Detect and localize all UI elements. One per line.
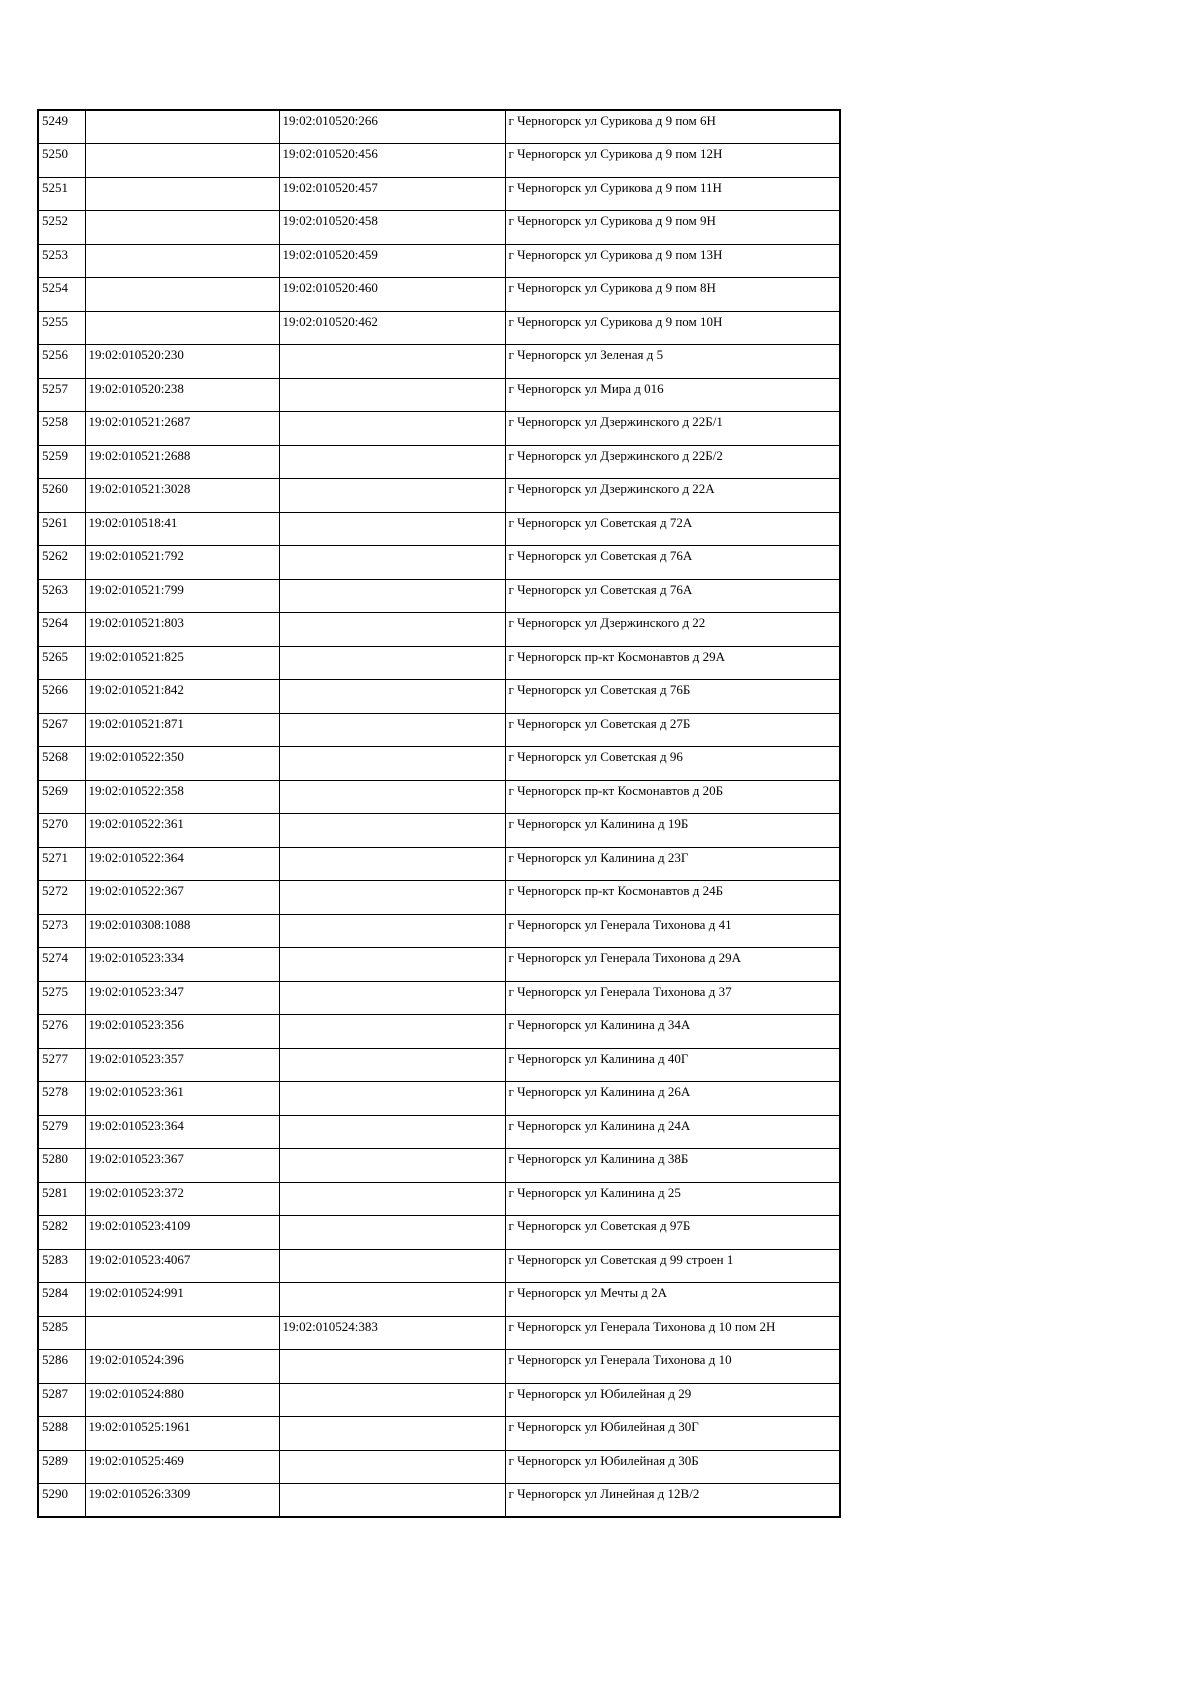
land-cadastral-number-cell (85, 177, 279, 211)
table-row (38, 1115, 840, 1149)
table-row (38, 680, 840, 714)
land-cadastral-number-cell: 19:02:010521:2688 (85, 445, 279, 479)
row-number-cell: 5261 (38, 512, 85, 546)
building-cadastral-number-cell: 19:02:010520:457 (279, 177, 505, 211)
row-number-cell: 5281 (38, 1182, 85, 1216)
land-cadastral-number-cell: 19:02:010521:792 (85, 546, 279, 580)
building-cadastral-number-cell (279, 378, 505, 412)
land-cadastral-number-cell (85, 110, 279, 144)
building-cadastral-number-cell (279, 1450, 505, 1484)
land-cadastral-number-cell: 19:02:010521:3028 (85, 479, 279, 513)
row-number-cell: 5258 (38, 412, 85, 446)
row-number-cell: 5273 (38, 914, 85, 948)
address-cell: г Черногорск ул Генерала Тихонова д 41 (505, 914, 840, 948)
building-cadastral-number-cell (279, 546, 505, 580)
row-number-cell: 5268 (38, 747, 85, 781)
table-row (38, 1149, 840, 1183)
land-cadastral-number-cell: 19:02:010525:469 (85, 1450, 279, 1484)
row-number-cell: 5266 (38, 680, 85, 714)
address-cell: г Черногорск ул Сурикова д 9 пом 13Н (505, 244, 840, 278)
table-row (38, 1350, 840, 1384)
address-cell: г Черногорск ул Советская д 76А (505, 546, 840, 580)
building-cadastral-number-cell: 19:02:010524:383 (279, 1316, 505, 1350)
row-number-cell: 5251 (38, 177, 85, 211)
building-cadastral-number-cell (279, 512, 505, 546)
table-row (38, 1015, 840, 1049)
building-cadastral-number-cell: 19:02:010520:456 (279, 144, 505, 178)
table-row (38, 244, 840, 278)
address-cell: г Черногорск ул Советская д 27Б (505, 713, 840, 747)
row-number-cell: 5282 (38, 1216, 85, 1250)
table-row (38, 311, 840, 345)
address-cell: г Черногорск ул Советская д 76Б (505, 680, 840, 714)
table-row (38, 1048, 840, 1082)
building-cadastral-number-cell (279, 1149, 505, 1183)
row-number-cell: 5260 (38, 479, 85, 513)
land-cadastral-number-cell: 19:02:010523:4109 (85, 1216, 279, 1250)
address-cell: г Черногорск ул Мира д 016 (505, 378, 840, 412)
land-cadastral-number-cell: 19:02:010521:871 (85, 713, 279, 747)
table-row (38, 1283, 840, 1317)
registry-table-body (38, 110, 840, 1517)
land-cadastral-number-cell: 19:02:010523:372 (85, 1182, 279, 1216)
building-cadastral-number-cell (279, 1048, 505, 1082)
table-row (38, 948, 840, 982)
row-number-cell: 5280 (38, 1149, 85, 1183)
address-cell: г Черногорск ул Юбилейная д 30Г (505, 1417, 840, 1451)
table-row (38, 445, 840, 479)
land-cadastral-number-cell: 19:02:010525:1961 (85, 1417, 279, 1451)
building-cadastral-number-cell: 19:02:010520:462 (279, 311, 505, 345)
land-cadastral-number-cell (85, 278, 279, 312)
building-cadastral-number-cell (279, 981, 505, 1015)
row-number-cell: 5283 (38, 1249, 85, 1283)
row-number-cell: 5279 (38, 1115, 85, 1149)
address-cell: г Черногорск ул Сурикова д 9 пом 12Н (505, 144, 840, 178)
land-cadastral-number-cell (85, 144, 279, 178)
building-cadastral-number-cell (279, 1484, 505, 1518)
row-number-cell: 5290 (38, 1484, 85, 1518)
address-cell: г Черногорск ул Сурикова д 9 пом 10Н (505, 311, 840, 345)
building-cadastral-number-cell (279, 713, 505, 747)
building-cadastral-number-cell (279, 1082, 505, 1116)
building-cadastral-number-cell (279, 847, 505, 881)
table-row (38, 1450, 840, 1484)
land-cadastral-number-cell: 19:02:010521:2687 (85, 412, 279, 446)
building-cadastral-number-cell (279, 613, 505, 647)
building-cadastral-number-cell (279, 579, 505, 613)
table-row (38, 613, 840, 647)
land-cadastral-number-cell: 19:02:010521:842 (85, 680, 279, 714)
table-row (38, 1216, 840, 1250)
table-row (38, 1316, 840, 1350)
building-cadastral-number-cell (279, 345, 505, 379)
address-cell: г Черногорск ул Сурикова д 9 пом 6Н (505, 110, 840, 144)
land-cadastral-number-cell: 19:02:010522:364 (85, 847, 279, 881)
table-row (38, 847, 840, 881)
address-cell: г Черногорск пр-кт Космонавтов д 29А (505, 646, 840, 680)
address-cell: г Черногорск ул Дзержинского д 22Б/2 (505, 445, 840, 479)
address-cell: г Черногорск ул Дзержинского д 22 (505, 613, 840, 647)
land-cadastral-number-cell: 19:02:010523:356 (85, 1015, 279, 1049)
land-cadastral-number-cell: 19:02:010524:880 (85, 1383, 279, 1417)
land-cadastral-number-cell: 19:02:010524:991 (85, 1283, 279, 1317)
table-row (38, 579, 840, 613)
table-row (38, 713, 840, 747)
land-cadastral-number-cell: 19:02:010521:799 (85, 579, 279, 613)
building-cadastral-number-cell (279, 646, 505, 680)
table-row (38, 881, 840, 915)
address-cell: г Черногорск ул Генерала Тихонова д 29А (505, 948, 840, 982)
row-number-cell: 5252 (38, 211, 85, 245)
table-row (38, 747, 840, 781)
table-row (38, 345, 840, 379)
address-cell: г Черногорск ул Дзержинского д 22А (505, 479, 840, 513)
building-cadastral-number-cell (279, 1383, 505, 1417)
land-cadastral-number-cell: 19:02:010522:367 (85, 881, 279, 915)
table-row (38, 512, 840, 546)
land-cadastral-number-cell: 19:02:010523:357 (85, 1048, 279, 1082)
building-cadastral-number-cell (279, 1350, 505, 1384)
building-cadastral-number-cell (279, 780, 505, 814)
table-row (38, 914, 840, 948)
address-cell: г Черногорск ул Сурикова д 9 пом 9Н (505, 211, 840, 245)
row-number-cell: 5274 (38, 948, 85, 982)
land-cadastral-number-cell: 19:02:010523:347 (85, 981, 279, 1015)
table-row (38, 1182, 840, 1216)
table-row (38, 278, 840, 312)
address-cell: г Черногорск ул Генерала Тихонова д 10 (505, 1350, 840, 1384)
building-cadastral-number-cell (279, 948, 505, 982)
row-number-cell: 5254 (38, 278, 85, 312)
table-row (38, 780, 840, 814)
building-cadastral-number-cell: 19:02:010520:266 (279, 110, 505, 144)
land-cadastral-number-cell: 19:02:010523:4067 (85, 1249, 279, 1283)
land-cadastral-number-cell: 19:02:010526:3309 (85, 1484, 279, 1518)
building-cadastral-number-cell (279, 1216, 505, 1250)
row-number-cell: 5250 (38, 144, 85, 178)
table-row (38, 1249, 840, 1283)
row-number-cell: 5287 (38, 1383, 85, 1417)
land-cadastral-number-cell: 19:02:010520:238 (85, 378, 279, 412)
row-number-cell: 5272 (38, 881, 85, 915)
row-number-cell: 5278 (38, 1082, 85, 1116)
building-cadastral-number-cell (279, 814, 505, 848)
building-cadastral-number-cell (279, 1182, 505, 1216)
building-cadastral-number-cell (279, 445, 505, 479)
row-number-cell: 5255 (38, 311, 85, 345)
table-row (38, 378, 840, 412)
row-number-cell: 5276 (38, 1015, 85, 1049)
address-cell: г Черногорск ул Калинина д 38Б (505, 1149, 840, 1183)
row-number-cell: 5264 (38, 613, 85, 647)
address-cell: г Черногорск ул Линейная д 12В/2 (505, 1484, 840, 1518)
land-cadastral-number-cell: 19:02:010523:364 (85, 1115, 279, 1149)
table-row (38, 177, 840, 211)
land-cadastral-number-cell: 19:02:010518:41 (85, 512, 279, 546)
address-cell: г Черногорск ул Советская д 99 строен 1 (505, 1249, 840, 1283)
address-cell: г Черногорск ул Зеленая д 5 (505, 345, 840, 379)
table-row (38, 144, 840, 178)
building-cadastral-number-cell (279, 680, 505, 714)
building-cadastral-number-cell (279, 1115, 505, 1149)
table-row (38, 479, 840, 513)
building-cadastral-number-cell (279, 1417, 505, 1451)
row-number-cell: 5277 (38, 1048, 85, 1082)
land-cadastral-number-cell: 19:02:010520:230 (85, 345, 279, 379)
address-cell: г Черногорск пр-кт Космонавтов д 20Б (505, 780, 840, 814)
table-row (38, 110, 840, 144)
row-number-cell: 5249 (38, 110, 85, 144)
address-cell: г Черногорск ул Калинина д 25 (505, 1182, 840, 1216)
table-row (38, 646, 840, 680)
address-cell: г Черногорск ул Советская д 72А (505, 512, 840, 546)
address-cell: г Черногорск ул Советская д 76А (505, 579, 840, 613)
land-cadastral-number-cell: 19:02:010521:825 (85, 646, 279, 680)
building-cadastral-number-cell: 19:02:010520:458 (279, 211, 505, 245)
address-cell: г Черногорск ул Калинина д 40Г (505, 1048, 840, 1082)
address-cell: г Черногорск ул Калинина д 26А (505, 1082, 840, 1116)
land-cadastral-number-cell: 19:02:010523:361 (85, 1082, 279, 1116)
row-number-cell: 5289 (38, 1450, 85, 1484)
row-number-cell: 5275 (38, 981, 85, 1015)
building-cadastral-number-cell: 19:02:010520:460 (279, 278, 505, 312)
row-number-cell: 5263 (38, 579, 85, 613)
row-number-cell: 5288 (38, 1417, 85, 1451)
building-cadastral-number-cell (279, 479, 505, 513)
table-row (38, 1484, 840, 1518)
address-cell: г Черногорск ул Генерала Тихонова д 37 (505, 981, 840, 1015)
row-number-cell: 5270 (38, 814, 85, 848)
row-number-cell: 5269 (38, 780, 85, 814)
table-row (38, 412, 840, 446)
address-cell: г Черногорск ул Калинина д 23Г (505, 847, 840, 881)
registry-table (37, 109, 841, 1518)
address-cell: г Черногорск ул Советская д 96 (505, 747, 840, 781)
land-cadastral-number-cell: 19:02:010522:358 (85, 780, 279, 814)
row-number-cell: 5286 (38, 1350, 85, 1384)
address-cell: г Черногорск ул Сурикова д 9 пом 11Н (505, 177, 840, 211)
table-row (38, 1417, 840, 1451)
row-number-cell: 5256 (38, 345, 85, 379)
land-cadastral-number-cell: 19:02:010308:1088 (85, 914, 279, 948)
building-cadastral-number-cell (279, 412, 505, 446)
row-number-cell: 5253 (38, 244, 85, 278)
land-cadastral-number-cell: 19:02:010523:334 (85, 948, 279, 982)
land-cadastral-number-cell (85, 244, 279, 278)
row-number-cell: 5267 (38, 713, 85, 747)
address-cell: г Черногорск ул Сурикова д 9 пом 8Н (505, 278, 840, 312)
address-cell: г Черногорск ул Юбилейная д 30Б (505, 1450, 840, 1484)
table-row (38, 1383, 840, 1417)
table-row (38, 1082, 840, 1116)
row-number-cell: 5265 (38, 646, 85, 680)
table-row (38, 546, 840, 580)
building-cadastral-number-cell (279, 881, 505, 915)
land-cadastral-number-cell (85, 1316, 279, 1350)
land-cadastral-number-cell: 19:02:010521:803 (85, 613, 279, 647)
address-cell: г Черногорск пр-кт Космонавтов д 24Б (505, 881, 840, 915)
land-cadastral-number-cell: 19:02:010524:396 (85, 1350, 279, 1384)
address-cell: г Черногорск ул Калинина д 34А (505, 1015, 840, 1049)
building-cadastral-number-cell (279, 1249, 505, 1283)
row-number-cell: 5262 (38, 546, 85, 580)
row-number-cell: 5257 (38, 378, 85, 412)
building-cadastral-number-cell (279, 1283, 505, 1317)
address-cell: г Черногорск ул Калинина д 19Б (505, 814, 840, 848)
building-cadastral-number-cell: 19:02:010520:459 (279, 244, 505, 278)
building-cadastral-number-cell (279, 1015, 505, 1049)
address-cell: г Черногорск ул Мечты д 2А (505, 1283, 840, 1317)
building-cadastral-number-cell (279, 914, 505, 948)
row-number-cell: 5259 (38, 445, 85, 479)
address-cell: г Черногорск ул Генерала Тихонова д 10 пом 2Н (505, 1316, 840, 1350)
land-cadastral-number-cell: 19:02:010523:367 (85, 1149, 279, 1183)
table-row (38, 211, 840, 245)
land-cadastral-number-cell (85, 211, 279, 245)
row-number-cell: 5284 (38, 1283, 85, 1317)
row-number-cell: 5285 (38, 1316, 85, 1350)
address-cell: г Черногорск ул Калинина д 24А (505, 1115, 840, 1149)
land-cadastral-number-cell: 19:02:010522:350 (85, 747, 279, 781)
address-cell: г Черногорск ул Дзержинского д 22Б/1 (505, 412, 840, 446)
address-cell: г Черногорск ул Юбилейная д 29 (505, 1383, 840, 1417)
land-cadastral-number-cell: 19:02:010522:361 (85, 814, 279, 848)
table-row (38, 814, 840, 848)
building-cadastral-number-cell (279, 747, 505, 781)
table-row (38, 981, 840, 1015)
address-cell: г Черногорск ул Советская д 97Б (505, 1216, 840, 1250)
row-number-cell: 5271 (38, 847, 85, 881)
land-cadastral-number-cell (85, 311, 279, 345)
